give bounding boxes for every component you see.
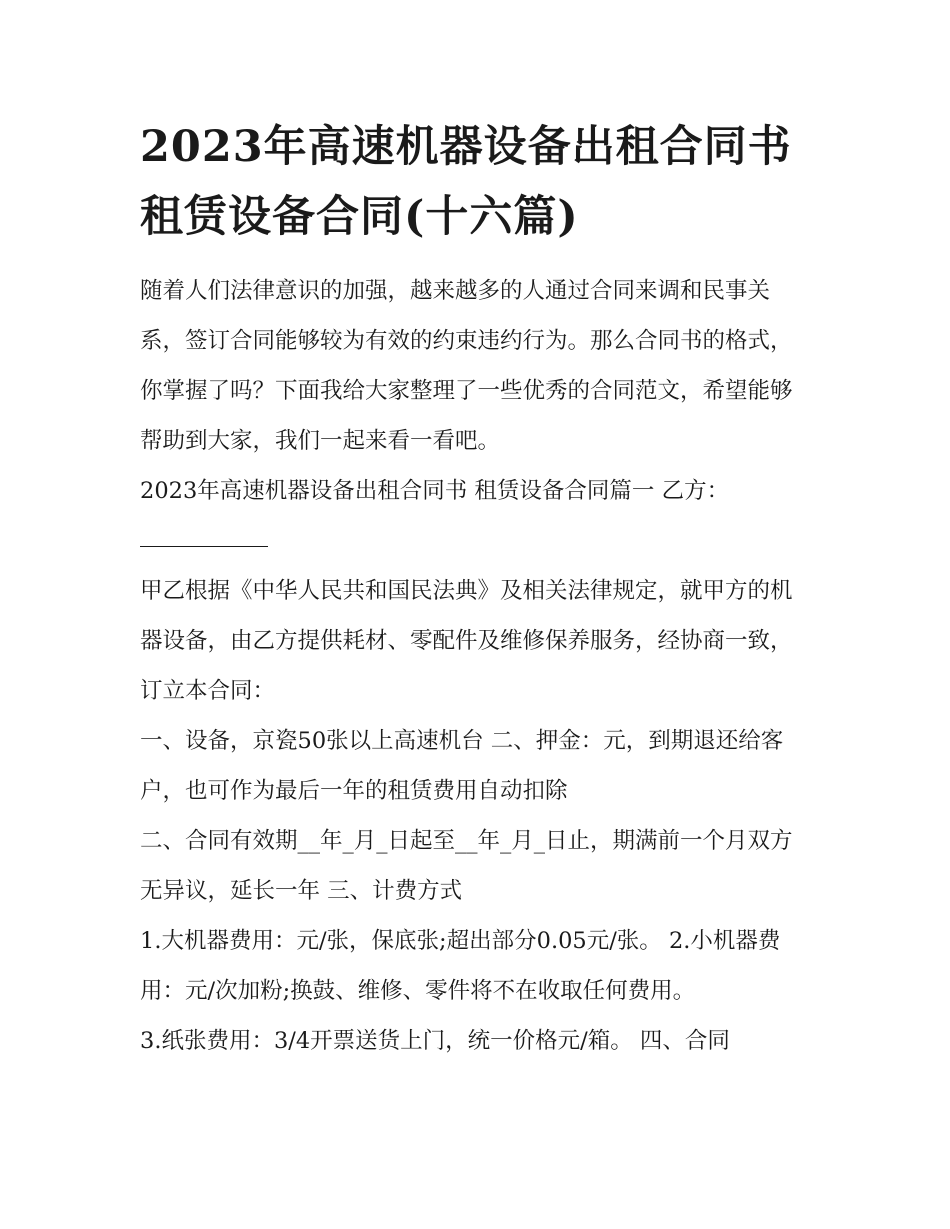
clause-fees-paper: 3.纸张费用：3/4开票送货上门，统一价格元/箱。 四、合同 [140,1028,730,1054]
document-body [140,112,812,1066]
clause-equipment-deposit: 一、设备，京瓷50张以上高速机台 二、押金：元，到期退还给客户，也可作为最后一年的租赁费用自动扣除 [140,728,784,804]
section-heading-paragraph: 2023年高速机器设备出租合同书 租赁设备合同篇一 乙方： [140,478,730,504]
party-b-blank-line [140,516,812,566]
underline-blank [140,546,268,547]
clause-fees-machines: 1.大机器费用：元/张，保底张;超出部分0.05元/张。 2.小机器费用：元/次加粉;换鼓、维修、零件将不在收取任何费用。 [140,928,781,1004]
agreement-preamble-paragraph: 甲乙根据《中华人民共和国民法典》及相关法律规定，就甲方的机器设备，由乙方提供耗材、零配件及维修保养服务，经协商一致，订立本合同： [140,578,793,704]
document-title: 2023年高速机器设备出租合同书 租赁设备合同(十六篇) [140,122,792,242]
intro-paragraph: 随着人们法律意识的加强，越来越多的人通过合同来调和民事关系，签订合同能够较为有效的约束违约行为。那么合同书的格式，你掌握了吗？下面我给大家整理了一些优秀的合同范文，希望能够帮助到大家，我们一起来看一看吧。 [140,278,793,454]
clause-validity-period: 二、合同有效期__年_月_日起至__年_月_日止，期满前一个月双方无异议，延长一年 三、计费方式 [140,828,793,904]
